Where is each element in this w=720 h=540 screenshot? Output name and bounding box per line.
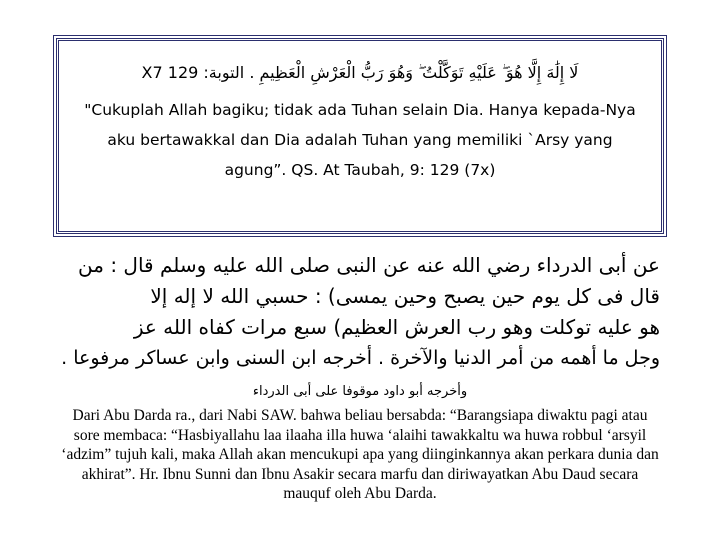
verse-translation-text: "Cukuplah Allah bagiku; tidak ada Tuhan selain Dia. Hanya kepada-Nya aku bertawakkal dan Dia adalah Tuhan yang memiliki `Arsy yang agung”. QS. At Taubah, 9: 129 (7x) <box>84 101 636 179</box>
verse-box <box>56 38 664 234</box>
hadith-arabic-line: عن أبى الدرداء رضي الله عنه عن النبى صلى الله عليه وسلم قال : من <box>78 253 660 277</box>
verse-arabic-text: لَا إِلَٰهَ إِلَّا هُوَ ۖ عَلَيْهِ تَوَكَّلْتُ ۖ وَهُوَ رَبُّ الْعَرْشِ الْعَظِيمِ . التوبة: 129 X7 <box>141 63 579 82</box>
hadith-arabic-line: وجل ما أهمه من أمر الدنيا والآخرة . أخرجه ابن السنى وابن عساكر مرفوعا . <box>61 347 660 369</box>
hadith-translation-text: Dari Abu Darda ra., dari Nabi SAW. bahwa beliau bersabda: “Barangsiapa diwaktu pagi atau sore membaca: “Hasbiyallahu laa ilaaha illa huwa ‘alaihi tawakkaltu wa huwa robbul ‘arsyil ‘adzim” tujuh kali, maka Allah akan mencukupi apa yang diinginkannya akan perkara dunia dan akhirat”. Hr. Ibnu Sunni dan Ibnu Asakir secara marfu dan diriwayatkan Abu Daud secara mauquf oleh Abu Darda. <box>61 407 659 502</box>
hadith-source-arabic: وأخرجه أبو داود موقوفا على أبى الدرداء <box>252 384 468 399</box>
hadith-arabic-block <box>60 250 660 374</box>
hadith-arabic-line: قال فى كل يوم حين يصبح وحين يمسى) : حسبي الله لا إله إلا <box>150 284 660 308</box>
hadith-arabic-line: هو عليه توكلت وهو رب العرش العظيم) سبع مرات كفاه الله عز <box>133 315 660 339</box>
